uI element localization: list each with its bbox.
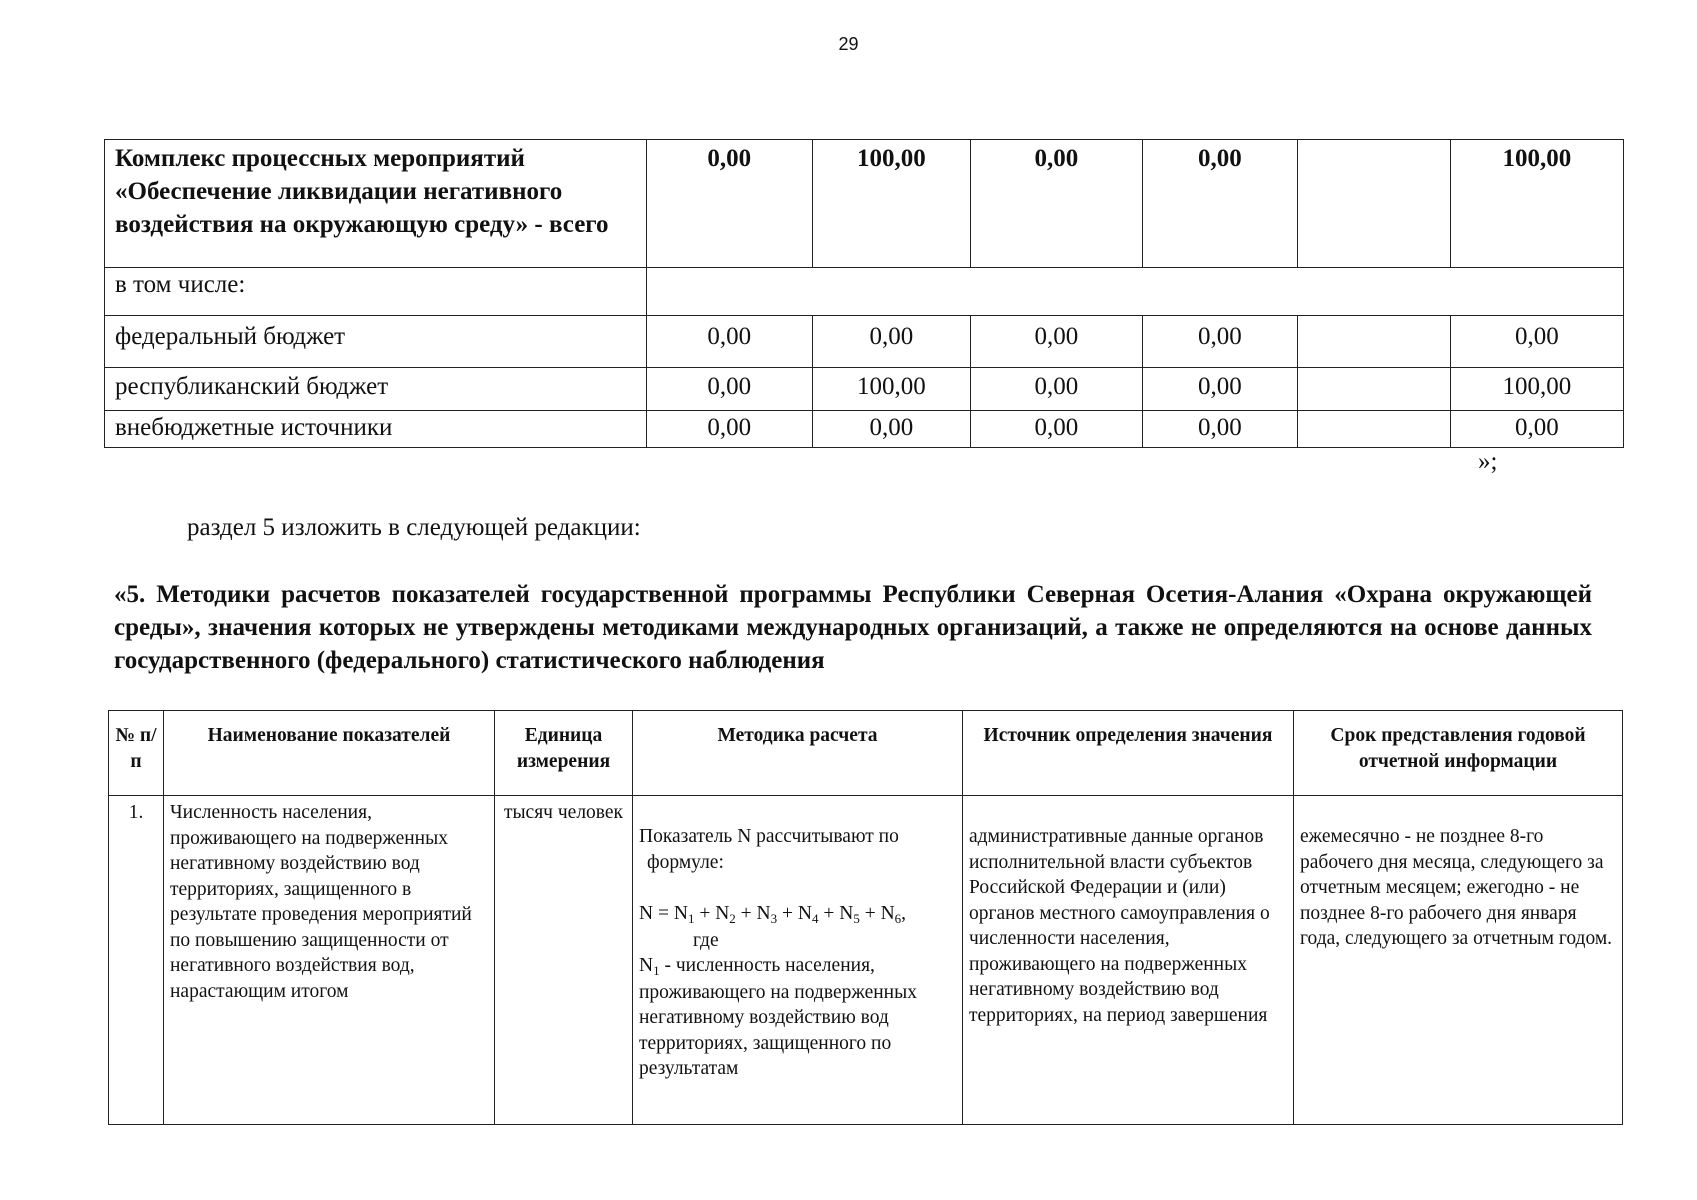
formula-subscript: 3 [770, 911, 778, 926]
methodology-table [108, 710, 1623, 1125]
table-row [109, 796, 1623, 1125]
value-cell: 0,00 [646, 368, 812, 411]
formula-term: $N_3$ [756, 903, 778, 926]
formula-term: $N_1$ [673, 903, 695, 926]
column-header-deadline: Срок представления годовой отчетной информации [1294, 711, 1623, 796]
table-row [105, 140, 1624, 268]
variable-symbol: N [639, 955, 654, 976]
formula-subscript: 4 [811, 911, 819, 926]
table-row [105, 316, 1624, 368]
value-cell: 0,00 [970, 316, 1142, 368]
variable-description: - численность населения, проживающего на подверженных негативному воздействию вод территориях, защищенного по результатам [639, 955, 917, 1079]
value-cell: 0,00 [646, 411, 812, 448]
row-label: в том числе: [105, 268, 647, 316]
financing-table [104, 139, 1624, 448]
row-number: 1. [109, 796, 164, 1125]
formula-subscript: 5 [853, 911, 860, 926]
data-source: административные данные органов исполнительной власти субъектов Российской Федерации и (или) органов местного самоуправления о численности населения, проживающего на подверженных негативному воздействию вод территориях, на период завершения [963, 796, 1294, 1125]
value-cell: 0,00 [970, 140, 1142, 268]
column-header-unit: Единица измерения [495, 711, 633, 796]
value-cell: 100,00 [1450, 368, 1623, 411]
table-row [105, 368, 1624, 411]
formula-term: $N_5$ [839, 903, 860, 926]
intro-paragraph: раздел 5 изложить в следующей редакции: [187, 514, 641, 541]
formula-suffix: , [901, 903, 907, 924]
value-cell: 0,00 [1142, 140, 1297, 268]
column-header-method: Методика расчета [633, 711, 963, 796]
value-cell: 0,00 [812, 411, 970, 448]
table-header-row [109, 711, 1623, 796]
formula-operator: + [859, 903, 881, 924]
variable-definition [639, 955, 917, 1079]
formula-terms [674, 903, 906, 924]
value-cell: 0,00 [646, 140, 812, 268]
method-intro: Показатель N рассчитывают по [639, 826, 899, 847]
calculation-method [633, 796, 963, 1125]
value-cell: 0,00 [812, 316, 970, 368]
formula-term: $N_4$ [797, 903, 819, 926]
row-label: Комплекс процессных мероприятий «Обеспечение ликвидации негативного воздействия на окружающую среду» - всего [105, 140, 647, 268]
value-cell [1297, 140, 1450, 268]
closing-quote: »; [1478, 448, 1498, 475]
value-cell: 100,00 [812, 140, 970, 268]
row-label: внебюджетные источники [105, 411, 647, 448]
section-heading: «5. Методики расчетов показателей государственной программы Республики Северная Осетия-Алания «Охрана окружающей среды», значения которых не утверждены методиками международных организаций, а также не определяются на основе данных государственного (федерального) статистического наблюдения [114, 581, 1592, 674]
value-cell [1297, 316, 1450, 368]
column-header-source: Источник определения значения [963, 711, 1294, 796]
table-row [105, 411, 1624, 448]
formula-operator: + [694, 903, 716, 924]
value-cell: 0,00 [646, 316, 812, 368]
value-cell: 0,00 [1450, 411, 1623, 448]
indicator-name: Численность населения, проживающего на подверженных негативному воздействию вод территориях, защищенного в результате проведения мероприятий по повышению защищенности от негативного воздействия вод, нарастающим итогом [164, 796, 495, 1125]
page-number: 29 [838, 34, 859, 54]
value-cell: 0,00 [1450, 316, 1623, 368]
row-label: федеральный бюджет [105, 316, 647, 368]
formula-subscript: 2 [729, 911, 736, 926]
value-cell [1297, 368, 1450, 411]
value-cell: 0,00 [1142, 368, 1297, 411]
value-cell: 100,00 [1450, 140, 1623, 268]
formula-subscript: 6 [894, 911, 902, 926]
reporting-deadline: ежемесячно - не позднее 8-го рабочего дня месяца, следующего за отчетным месяцем; ежегодно - не позднее 8-го рабочего дня января года, следующего за отчетным годом. [1294, 796, 1623, 1125]
value-cell [1297, 411, 1450, 448]
table-row [105, 268, 1624, 316]
row-label: республиканский бюджет [105, 368, 647, 411]
formula-where: где [693, 929, 719, 951]
formula-lhs: N = [639, 903, 674, 924]
value-cell: 0,00 [970, 368, 1142, 411]
method-intro-continued: формуле: [647, 851, 724, 873]
empty-merged-cell [646, 268, 1623, 316]
value-cell: 0,00 [1142, 411, 1297, 448]
formula-operator: + [777, 903, 798, 924]
formula-operator: + [735, 903, 757, 924]
formula [639, 901, 956, 928]
variable-subscript: 1 [653, 963, 660, 978]
formula-operator: + [818, 903, 840, 924]
value-cell: 0,00 [1142, 316, 1297, 368]
value-cell: 0,00 [970, 411, 1142, 448]
formula-term: $N_2$ [715, 903, 736, 926]
value-cell: 100,00 [812, 368, 970, 411]
formula-subscript: 1 [687, 911, 695, 926]
column-header-number: № п/п [109, 711, 164, 796]
column-header-name: Наименование показателей [164, 711, 495, 796]
formula-term: $N_6$ [880, 903, 902, 926]
unit-of-measure: тысяч человек [495, 796, 633, 1125]
